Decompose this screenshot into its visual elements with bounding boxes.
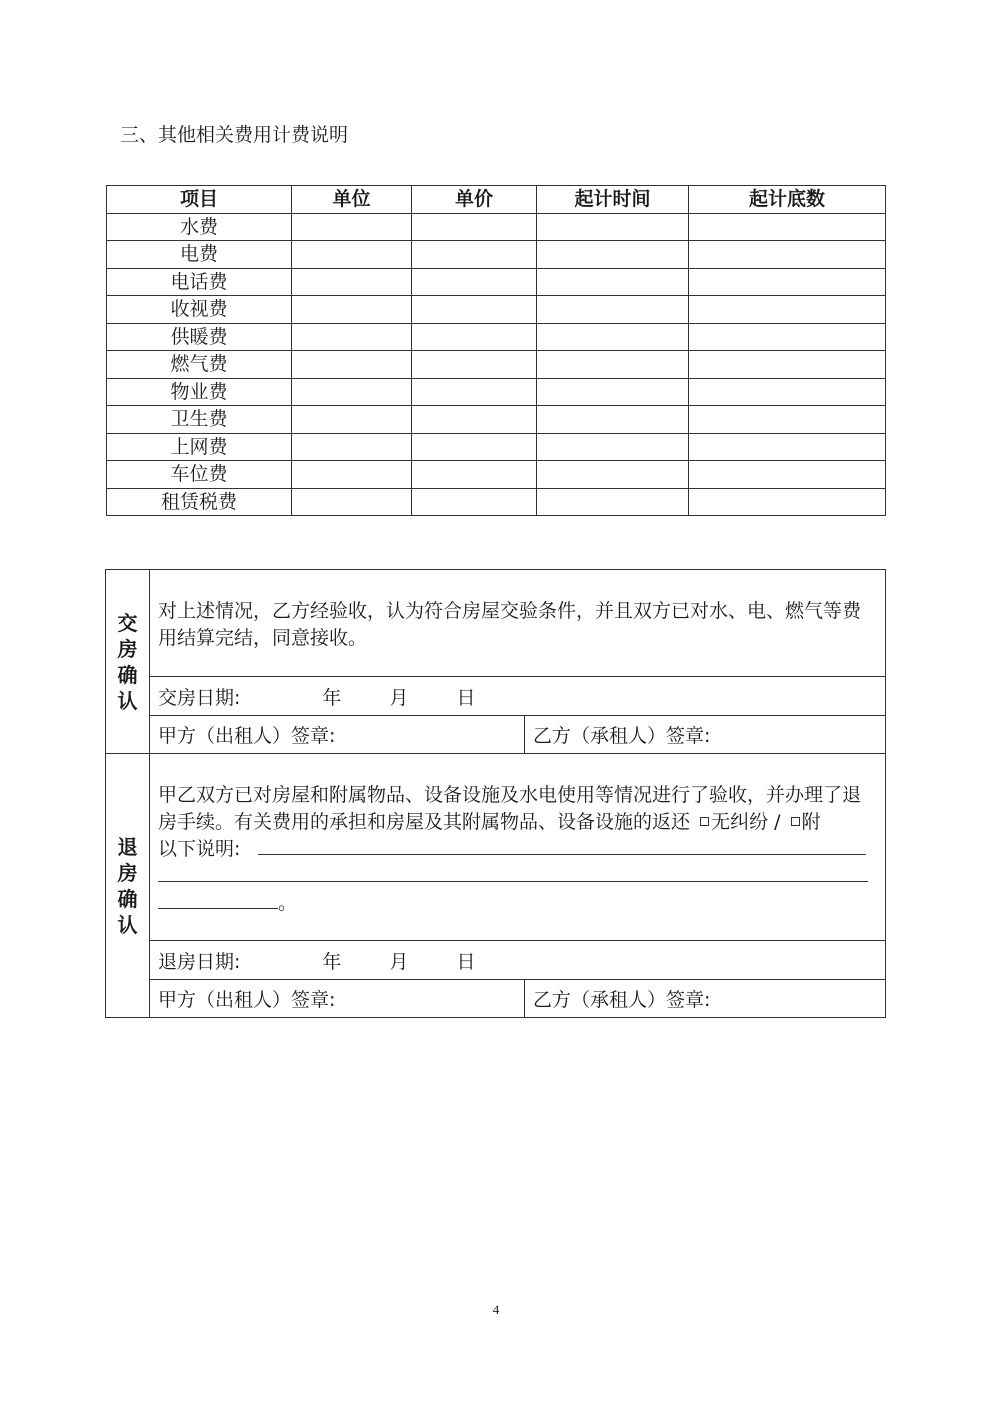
start-time-cell[interactable] [537, 488, 689, 516]
start-time-cell[interactable] [537, 268, 689, 296]
unit-cell[interactable] [292, 378, 412, 406]
table-row [107, 433, 886, 461]
checkout-day: 日 [456, 950, 476, 973]
checkout-year: 年 [322, 950, 342, 973]
price-cell[interactable] [412, 241, 537, 269]
fee-item-name: 电费 [107, 241, 292, 269]
checkout-date-row [150, 941, 886, 980]
unit-cell[interactable] [292, 433, 412, 461]
table-row [107, 461, 886, 489]
option-separator: / [774, 811, 781, 833]
checkout-label-char: 房 [117, 860, 138, 885]
option-no-dispute: 无纠纷 [711, 811, 769, 833]
handover-month: 月 [389, 686, 409, 709]
fee-item-name: 水费 [107, 213, 292, 241]
notes-line-2[interactable] [158, 863, 868, 882]
price-cell[interactable] [412, 296, 537, 324]
start-time-cell[interactable] [537, 241, 689, 269]
start-reading-cell[interactable] [689, 296, 886, 324]
fee-item-name: 车位费 [107, 461, 292, 489]
handover-label-char: 确 [117, 662, 138, 687]
fee-item-name: 卫生费 [107, 406, 292, 434]
start-reading-cell[interactable] [689, 323, 886, 351]
header-item: 项目 [107, 186, 292, 214]
handover-date-row [150, 677, 886, 716]
unit-cell[interactable] [292, 461, 412, 489]
checkout-label-char: 退 [117, 834, 138, 859]
unit-cell[interactable] [292, 213, 412, 241]
handover-statement: 对上述情况，乙方经验收，认为符合房屋交验条件，并且双方已对水、电、燃气等费用结算完结，同意接收。 [150, 570, 886, 677]
header-unit: 单位 [292, 186, 412, 214]
table-row [107, 268, 886, 296]
unit-cell[interactable] [292, 241, 412, 269]
checkout-confirm-label [106, 754, 150, 1018]
fee-item-name: 上网费 [107, 433, 292, 461]
start-time-cell[interactable] [537, 378, 689, 406]
table-row [107, 406, 886, 434]
start-reading-cell[interactable] [689, 461, 886, 489]
notes-label: 以下说明: [158, 838, 241, 860]
fee-item-name: 电话费 [107, 268, 292, 296]
unit-cell[interactable] [292, 488, 412, 516]
start-reading-cell[interactable] [689, 268, 886, 296]
notes-end-mark: 。 [278, 892, 298, 914]
unit-cell[interactable] [292, 268, 412, 296]
table-row [107, 296, 886, 324]
checkout-party-a-signature[interactable]: 甲方（出租人）签章: [150, 980, 525, 1018]
notes-line-3[interactable] [158, 890, 278, 909]
table-row [107, 323, 886, 351]
table-row [107, 488, 886, 516]
checkout-party-b-signature[interactable]: 乙方（承租人）签章: [525, 980, 886, 1018]
checkbox-attached[interactable] [791, 817, 800, 826]
handover-confirm-label [106, 570, 150, 754]
fee-item-name: 燃气费 [107, 351, 292, 379]
checkout-label-char: 确 [117, 886, 138, 911]
table-row [107, 351, 886, 379]
checkout-statement [150, 754, 886, 941]
price-cell[interactable] [412, 378, 537, 406]
start-time-cell[interactable] [537, 323, 689, 351]
table-row [107, 378, 886, 406]
checkout-month: 月 [389, 950, 409, 973]
start-reading-cell[interactable] [689, 378, 886, 406]
notes-line-1[interactable] [258, 836, 866, 855]
section-heading: 三、其他相关费用计费说明 [120, 124, 349, 146]
price-cell[interactable] [412, 351, 537, 379]
checkout-statement-text: 甲乙双方已对房屋和附属物品、设备设施及水电使用等情况进行了验收，并办理了退房手续。有关费用的承担和房屋及其附属物品、设备设施的返还 [158, 784, 862, 833]
start-reading-cell[interactable] [689, 433, 886, 461]
price-cell[interactable] [412, 406, 537, 434]
handover-day: 日 [456, 686, 476, 709]
handover-year: 年 [322, 686, 342, 709]
start-time-cell[interactable] [537, 296, 689, 324]
handover-label-char: 认 [117, 688, 138, 713]
table-row [107, 241, 886, 269]
start-time-cell[interactable] [537, 406, 689, 434]
price-cell[interactable] [412, 461, 537, 489]
start-time-cell[interactable] [537, 433, 689, 461]
start-reading-cell[interactable] [689, 241, 886, 269]
fee-table-header-row [107, 186, 886, 214]
price-cell[interactable] [412, 213, 537, 241]
start-reading-cell[interactable] [689, 351, 886, 379]
start-time-cell[interactable] [537, 351, 689, 379]
handover-label-char: 交 [117, 610, 138, 635]
price-cell[interactable] [412, 433, 537, 461]
unit-cell[interactable] [292, 351, 412, 379]
checkout-date-label: 退房日期: [158, 950, 241, 973]
handover-date-label: 交房日期: [158, 686, 241, 709]
unit-cell[interactable] [292, 406, 412, 434]
header-price: 单价 [412, 186, 537, 214]
handover-label-char: 房 [117, 636, 138, 661]
confirmation-table [105, 569, 886, 1018]
price-cell[interactable] [412, 488, 537, 516]
start-reading-cell[interactable] [689, 488, 886, 516]
start-reading-cell[interactable] [689, 406, 886, 434]
fee-item-name: 物业费 [107, 378, 292, 406]
fee-table [106, 185, 886, 516]
price-cell[interactable] [412, 268, 537, 296]
checkout-label-char: 认 [117, 912, 138, 937]
fee-item-name: 供暖费 [107, 323, 292, 351]
header-start-time: 起计时间 [537, 186, 689, 214]
start-time-cell[interactable] [537, 213, 689, 241]
price-cell[interactable] [412, 323, 537, 351]
fee-item-name: 收视费 [107, 296, 292, 324]
start-reading-cell[interactable] [689, 213, 886, 241]
unit-cell[interactable] [292, 323, 412, 351]
handover-party-b-signature[interactable]: 乙方（承租人）签章: [525, 716, 886, 754]
handover-party-a-signature[interactable]: 甲方（出租人）签章: [150, 716, 525, 754]
checkbox-no-dispute[interactable] [700, 817, 709, 826]
unit-cell[interactable] [292, 296, 412, 324]
start-time-cell[interactable] [537, 461, 689, 489]
table-row [107, 213, 886, 241]
option-attached: 附 [801, 811, 821, 833]
header-start-reading: 起计底数 [689, 186, 886, 214]
fee-item-name: 租赁税费 [107, 488, 292, 516]
page-number: 4 [492, 1302, 500, 1317]
